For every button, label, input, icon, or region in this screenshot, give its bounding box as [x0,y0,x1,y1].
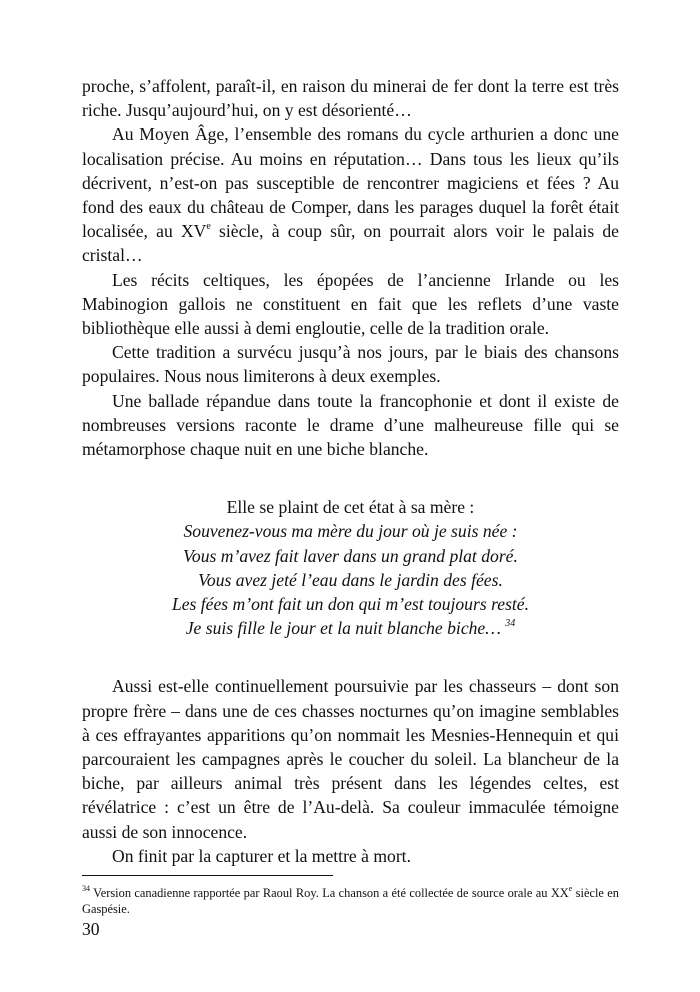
footnote [82,883,619,917]
paragraph-7: On finit par la capturer et la mettre à mort. [112,845,411,866]
paragraph-2-text-b: siècle, à coup sûr, on pourrait alors voir le palais de cristal… [82,221,619,266]
footnote-superscript: e [568,883,573,893]
footnote-text-b: siècle en Gaspésie. [82,886,619,916]
paragraph-6: Aussi est-elle continuellement poursuivie par les chasseurs – dont son propre frère – dans une de ces chasses nocturnes qu’on imagine semblables à ces effrayantes apparitions qu’on nommait les Mesnies-Hennequin et qui parcouraient les campagnes après le coucher du soleil. La blancheur de la biche, par ailleurs animal très présent dans les légendes celtes, est révélatrice : c’est un être de l’Au-delà. Sa couleur immaculée témoigne aussi de son innocence. [82,676,619,842]
footnote-number: 34 [82,883,90,893]
verse-line-1: Souvenez-vous ma mère du jour où je suis née : [183,521,518,542]
paragraph-2 [82,122,619,267]
paragraph-3: Les récits celtiques, les épopées de l’ancienne Irlande ou les Mabinogion gallois ne constituent en fait que les reflets d’une vaste bibliothèque elle aussi à demi engloutie, celle de la tradition orale. [82,269,619,339]
paragraph-5: Une ballade répandue dans toute la francophonie et dont il existe de nombreuses versions raconte le drame d’une malheureuse fille qui se métamorphose chaque nuit en une biche blanche. [82,390,619,460]
century-superscript: e [206,221,211,233]
verse-line-2: Vous m’avez fait laver dans un grand plat doré. [183,545,518,566]
verse-line-3: Vous avez jeté l’eau dans le jardin des fées. [198,569,503,590]
song-quote [82,495,619,640]
verse-line-4: Les fées m’ont fait un don qui m’est toujours resté. [171,594,530,615]
verse-line-5 [82,616,619,640]
verse-intro: Elle se plaint de cet état à sa mère : [226,497,475,518]
footnote-divider [82,875,333,876]
page-number: 30 [82,919,100,939]
paragraph-1: proche, s’affolent, paraît-il, en raison du minerai de fer dont la terre est très riche. Jusqu’aujourd’hui, on y est désorienté… [82,76,619,121]
footnote-reference: 34 [505,618,516,630]
paragraph-2-text-a: Au Moyen Âge, l’ensemble des romans du cycle arthurien a donc une localisation précise. Au moins en réputation… Dans tous les lieux qu’ils décrivent, n’est-on pas susceptible de rencontrer magiciens et fées ? Au fond des eaux du château de Comper, dans les parages duquel la forêt était localisée, au XV [82,124,619,242]
verse-line-5-text: Je suis fille le jour et la nuit blanche biche… [185,618,506,639]
footnote-text-a: Version canadienne rapportée par Raoul Roy. La chanson a été collectée de source orale au XX [90,886,569,900]
page-body [82,74,619,868]
paragraph-4: Cette tradition a survécu jusqu’à nos jours, par le biais des chansons populaires. Nous nous limiterons à deux exemples. [82,342,619,387]
